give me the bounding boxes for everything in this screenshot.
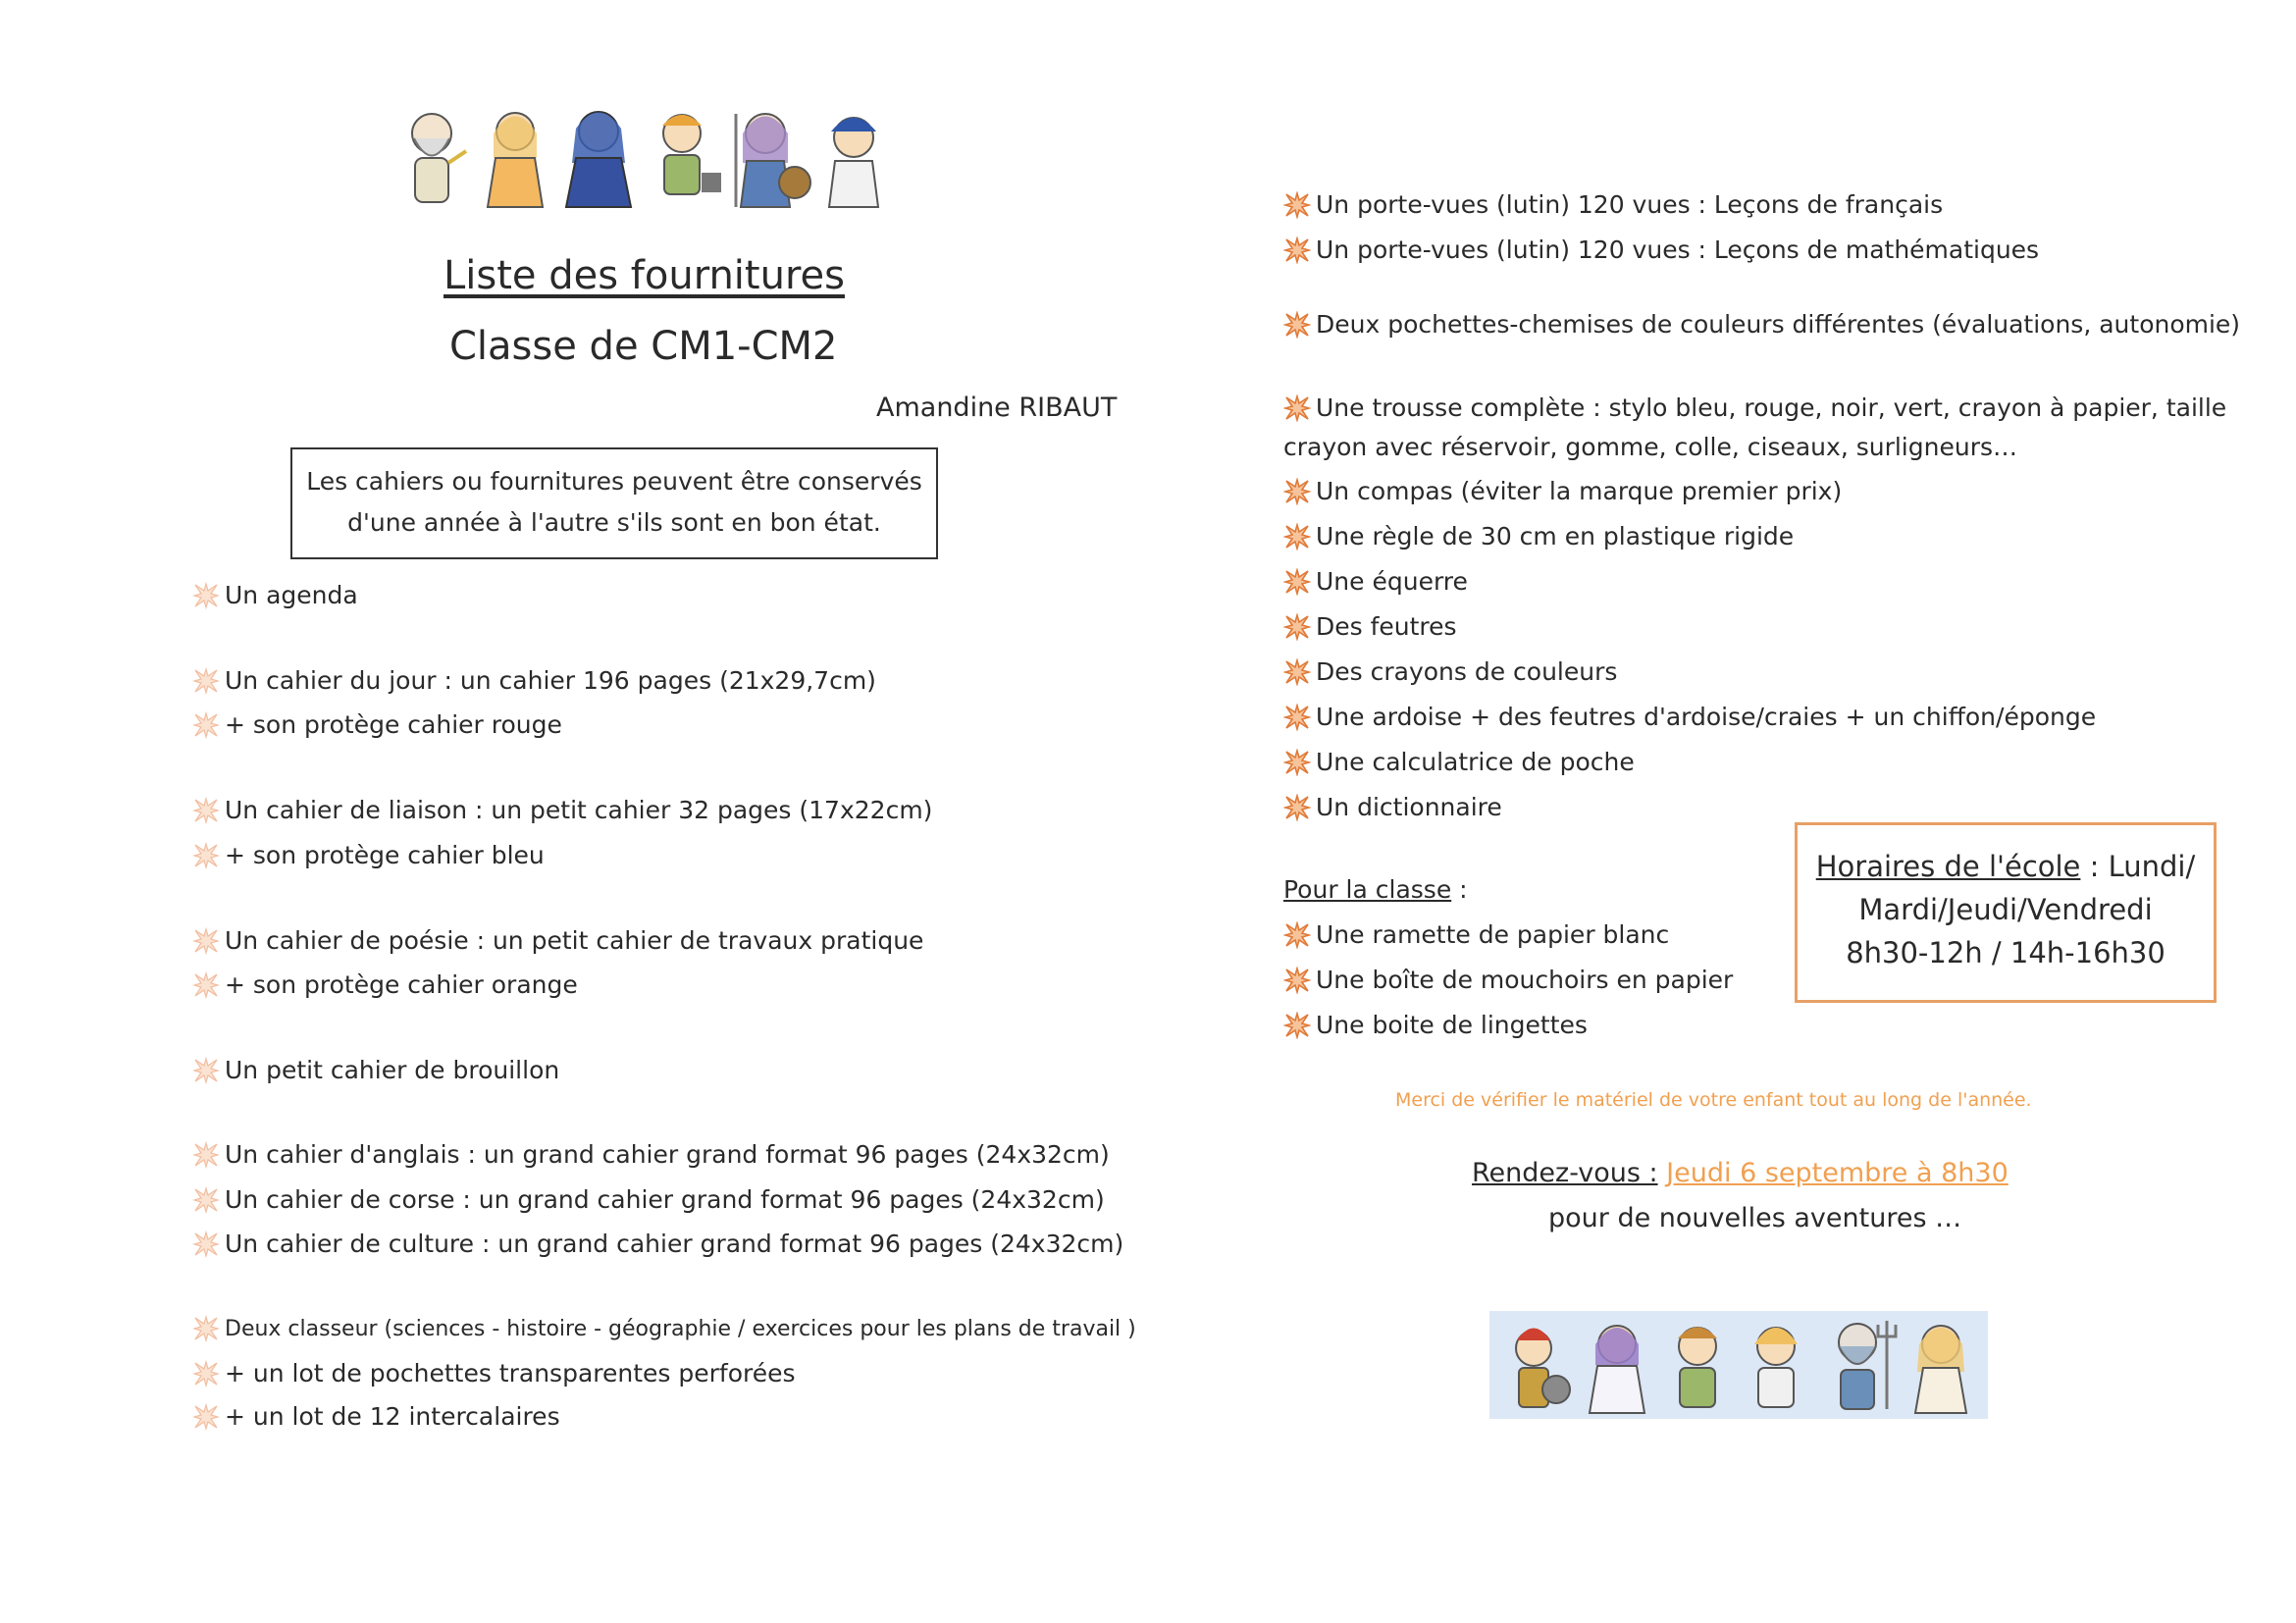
item-text: Un cahier de liaison : un petit cahier 32 pages (17x22cm): [225, 796, 933, 824]
item-text: + son protège cahier rouge: [225, 710, 562, 739]
star-bullet-icon: [1283, 967, 1313, 996]
item-text: Une calculatrice de poche: [1316, 748, 1635, 776]
list-item: [192, 1056, 559, 1086]
item-text: Un cahier de culture : un grand cahier grand format 96 pages (24x32cm): [225, 1230, 1124, 1258]
rendezvous-line: [1472, 1158, 2009, 1188]
item-text: Une ramette de papier blanc: [1316, 920, 1670, 949]
list-item: [1283, 920, 1669, 951]
star-bullet-icon: [192, 927, 222, 957]
note-line-2: d'une année à l'autre s'ils sont en bon état.: [347, 508, 881, 537]
star-bullet-icon: [1283, 921, 1313, 951]
item-text: Des feutres: [1316, 612, 1457, 641]
star-bullet-icon: [1283, 794, 1313, 823]
item-text: Un cahier de corse : un grand cahier grand format 96 pages (24x32cm): [225, 1185, 1105, 1214]
item-text: Une boîte de mouchoirs en papier: [1316, 966, 1734, 994]
bottom-characters-illustration: [1489, 1311, 1988, 1419]
list-item: [1283, 477, 1842, 507]
hours-line-1: [1798, 845, 2214, 888]
list-item: [1283, 522, 1794, 552]
item-text: Un compas (éviter la marque premier prix): [1316, 477, 1843, 505]
list-item: [192, 841, 545, 871]
star-bullet-icon: [1283, 478, 1313, 507]
item-text: + un lot de pochettes transparentes perforées: [225, 1359, 796, 1387]
item-text: Une équerre: [1316, 567, 1468, 596]
star-bullet-icon: [192, 1230, 222, 1260]
item-text: Un porte-vues (lutin) 120 vues : Leçons de français: [1316, 190, 1944, 219]
list-item: [1283, 393, 2226, 424]
list-item: [1283, 966, 1733, 996]
classroom-heading: [1283, 875, 1468, 905]
list-item: [192, 970, 578, 1001]
class-name: Classe de CM1-CM2: [449, 324, 838, 369]
list-item: [1283, 657, 1617, 688]
star-bullet-icon: [1283, 311, 1313, 340]
list-item: [1283, 190, 1943, 221]
hours-days-a: : Lundi/: [2080, 850, 2196, 883]
list-item: [192, 1230, 1123, 1260]
top-characters-illustration: [397, 104, 908, 212]
item-text: + un lot de 12 intercalaires: [225, 1402, 560, 1431]
list-item-continuation: [1283, 433, 2017, 462]
list-item: [1283, 310, 2240, 340]
item-text: + son protège cahier bleu: [225, 841, 545, 869]
star-bullet-icon: [1283, 613, 1313, 643]
list-item: [192, 926, 923, 957]
teacher-name: Amandine RIBAUT: [876, 393, 1118, 423]
item-text: Un dictionnaire: [1316, 793, 1502, 821]
rendezvous-label: Rendez-vous :: [1472, 1158, 1658, 1188]
star-bullet-icon: [192, 842, 222, 871]
note-box: [290, 447, 938, 559]
hours-label: Horaires de l'école: [1815, 850, 2081, 883]
star-bullet-icon: [1283, 749, 1313, 778]
star-bullet-icon: [1283, 704, 1313, 733]
hours-line-2: Mardi/Jeudi/Vendredi: [1858, 893, 2153, 926]
star-bullet-icon: [1283, 191, 1313, 221]
star-bullet-icon: [192, 1057, 222, 1086]
list-item: [1283, 1011, 1588, 1041]
star-bullet-icon: [192, 582, 222, 611]
thanks-note: Merci de vérifier le matériel de votre enfant tout au long de l'année.: [1395, 1089, 2032, 1111]
star-bullet-icon: [1283, 1012, 1313, 1041]
item-text: Des crayons de couleurs: [1316, 657, 1618, 686]
item-text: Une règle de 30 cm en plastique rigide: [1316, 522, 1795, 550]
note-line-1: Les cahiers ou fournitures peuvent être conservés: [306, 467, 922, 496]
list-item: [1283, 236, 2039, 266]
list-item: [1283, 612, 1457, 643]
item-text: Un cahier de poésie : un petit cahier de travaux pratique: [225, 926, 924, 955]
list-item: [192, 796, 932, 826]
item-text: Un petit cahier de brouillon: [225, 1056, 560, 1084]
item-text: Une trousse complète : stylo bleu, rouge, noir, vert, crayon à papier, taille: [1316, 393, 2227, 422]
hours-line-3: 8h30-12h / 14h-16h30: [1846, 936, 2166, 969]
star-bullet-icon: [192, 711, 222, 741]
star-bullet-icon: [192, 1186, 222, 1216]
list-item: [192, 1185, 1105, 1216]
school-hours-box: [1795, 822, 2217, 1003]
star-bullet-icon: [192, 1360, 222, 1389]
star-bullet-icon: [192, 1141, 222, 1171]
classroom-heading-colon: :: [1451, 875, 1468, 904]
star-bullet-icon: [192, 667, 222, 697]
item-text: Deux classeur (sciences - histoire - géographie / exercices pour les plans de travail ): [225, 1317, 1136, 1341]
star-bullet-icon: [1283, 658, 1313, 688]
item-text: crayon avec réservoir, gomme, colle, ciseaux, surligneurs…: [1283, 433, 2017, 461]
star-bullet-icon: [1283, 523, 1313, 552]
list-item: [192, 1402, 560, 1433]
item-text: Un cahier du jour : un cahier 196 pages (21x29,7cm): [225, 666, 876, 695]
item-text: Deux pochettes-chemises de couleurs différentes (évaluations, autonomie): [1316, 310, 2241, 339]
star-bullet-icon: [192, 1315, 222, 1344]
list-item: [192, 1140, 1110, 1171]
star-bullet-icon: [1283, 568, 1313, 598]
list-item: [192, 710, 562, 741]
list-item: [192, 666, 876, 697]
rendezvous-date: Jeudi 6 septembre à 8h30: [1666, 1158, 2009, 1188]
list-item: [192, 1315, 1136, 1344]
item-text: Un agenda: [225, 581, 358, 609]
star-bullet-icon: [192, 797, 222, 826]
list-item: [1283, 748, 1635, 778]
item-text: Un cahier d'anglais : un grand cahier grand format 96 pages (24x32cm): [225, 1140, 1110, 1169]
page-title: Liste des fournitures: [444, 253, 845, 298]
list-item: [1283, 703, 2096, 733]
item-text: Un porte-vues (lutin) 120 vues : Leçons de mathématiques: [1316, 236, 2040, 264]
star-bullet-icon: [1283, 236, 1313, 266]
star-bullet-icon: [192, 1403, 222, 1433]
list-item: [192, 1359, 796, 1389]
item-text: Une boite de lingettes: [1316, 1011, 1588, 1039]
item-text: + son protège cahier orange: [225, 970, 578, 999]
star-bullet-icon: [192, 971, 222, 1001]
list-item: [1283, 567, 1468, 598]
star-bullet-icon: [1283, 394, 1313, 424]
list-item: [192, 581, 358, 611]
item-text: Une ardoise + des feutres d'ardoise/craies + un chiffon/éponge: [1316, 703, 2097, 731]
rendezvous-tagline: pour de nouvelles aventures …: [1548, 1203, 1962, 1233]
list-item: [1283, 793, 1502, 823]
classroom-heading-text: Pour la classe: [1283, 875, 1452, 904]
